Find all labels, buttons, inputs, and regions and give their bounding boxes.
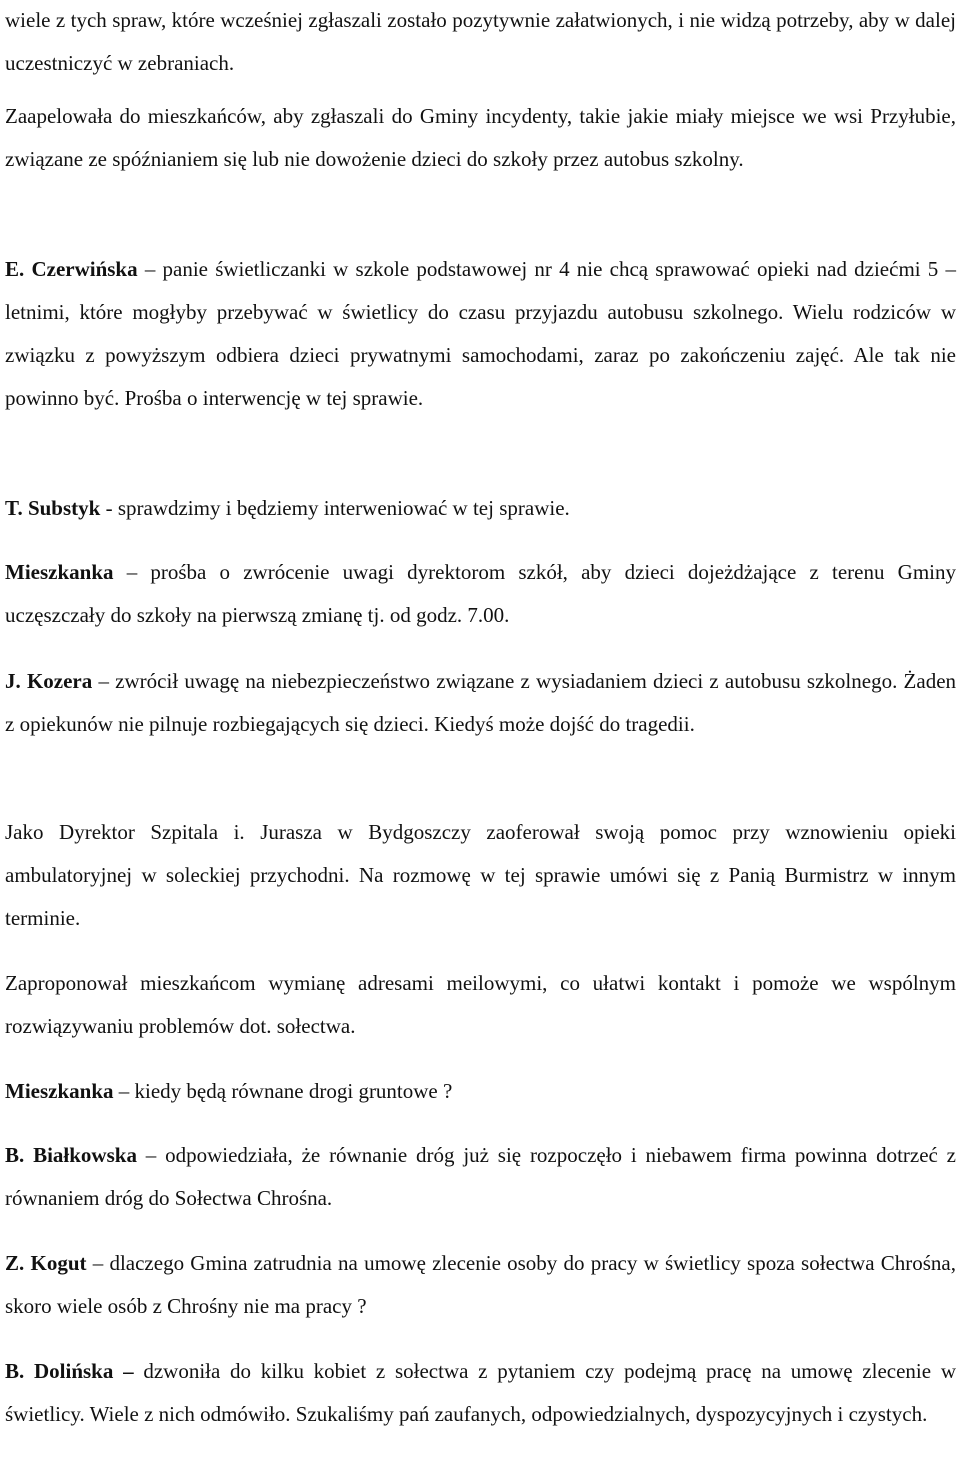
paragraph-text: – zwrócił uwagę na niebezpieczeństwo związane z wysiadaniem dzieci z autobusu szkolnego. Żaden z opiekunów nie pilnuje rozbiegających się dzieci. Kiedyś może dojść do tragedii. [5,669,957,736]
paragraph [5,660,956,746]
paragraph [5,551,956,637]
paragraph-text: – dlaczego Gmina zatrudnia na umowę zlecenie osoby do pracy w świetlicy spoza sołectwa Chrośna, skoro wiele osób z Chrośny nie ma pracy ? [5,1251,956,1318]
paragraph [5,1134,956,1220]
speaker-name: Mieszkanka [5,560,114,584]
speaker-name: T. Substyk [5,496,101,520]
paragraph-text: - sprawdzimy i będziemy interweniować w tej sprawie. [100,496,570,520]
speaker-name: Z. Kogut [5,1251,87,1275]
paragraph-text: dzwoniła do kilku kobiet z sołectwa z pytaniem czy podejmą pracę na umowę zlecenie w świetlicy. Wiele z nich odmówiło. Szukaliśmy pań zaufanych, odpowiedzialnych, dyspozycyjnych i czystych. [5,1359,956,1426]
paragraph-text: – prośba o zwrócenie uwagi dyrektorom szkół, aby dzieci dojeżdżające z terenu Gminy uczęszczały do szkoły na pierwszą zmianę tj. od godz. 7.00. [5,560,956,627]
paragraph-text: Zaproponował mieszkańcom wymianę adresami meilowymi, co ułatwi kontakt i pomoże we wspólnym rozwiązywaniu problemów dot. sołectwa. [5,971,956,1038]
paragraph [5,248,956,420]
paragraph-text: – panie świetliczanki w szkole podstawowej nr 4 nie chcą sprawować opieki nad dziećmi 5 – letnimi, które mogłyby przebywać w świetlicy do czasu przyjazdu autobusu szkolnego. Wielu rodziców w związku z powyższym odbiera dzieci prywatnymi samochodami, zaraz po zakończeniu zajęć. Ale tak nie powinno być. Prośba o interwencję w tej sprawie. [5,257,957,410]
paragraph [5,1070,956,1113]
paragraph-text: wiele z tych spraw, które wcześniej zgłaszali zostało pozytywnie załatwionych, i nie widzą potrzeby, aby w dalej uczestniczyć w zebraniach. [5,8,956,75]
paragraph [5,962,956,1048]
paragraph [5,811,956,940]
paragraph-text: – kiedy będą równane drogi gruntowe ? [113,1079,453,1103]
paragraph-text: Zaapelowała do mieszkańców, aby zgłaszali do Gminy incydenty, takie jakie miały miejsce we wsi Przyłubie, związane ze spóźnianiem się lub nie dowożenie dzieci do szkoły przez autobus szkolny. [5,104,956,171]
speaker-name: B. Dolińska – [5,1359,134,1383]
speaker-name: J. Kozera [5,669,93,693]
paragraph-text: Jako Dyrektor Szpitala i. Jurasza w Bydgoszczy zaoferował swoją pomoc przy wznowieniu opieki ambulatoryjnej w soleckiej przychodni. Na rozmowę w tej sprawie umówi się z Panią Burmistrz w innym terminie. [5,820,956,930]
speaker-name: Mieszkanka [5,1079,114,1103]
paragraph [5,1350,956,1436]
speaker-name: E. Czerwińska [5,257,138,281]
speaker-name: B. Białkowska [5,1143,137,1167]
paragraph [5,95,956,181]
paragraph [5,0,956,85]
paragraph [5,487,956,530]
paragraph-text: – odpowiedziała, że równanie dróg już się rozpoczęło i niebawem firma powinna dotrzeć z równaniem dróg do Sołectwa Chrośna. [5,1143,956,1210]
paragraph [5,1242,956,1328]
